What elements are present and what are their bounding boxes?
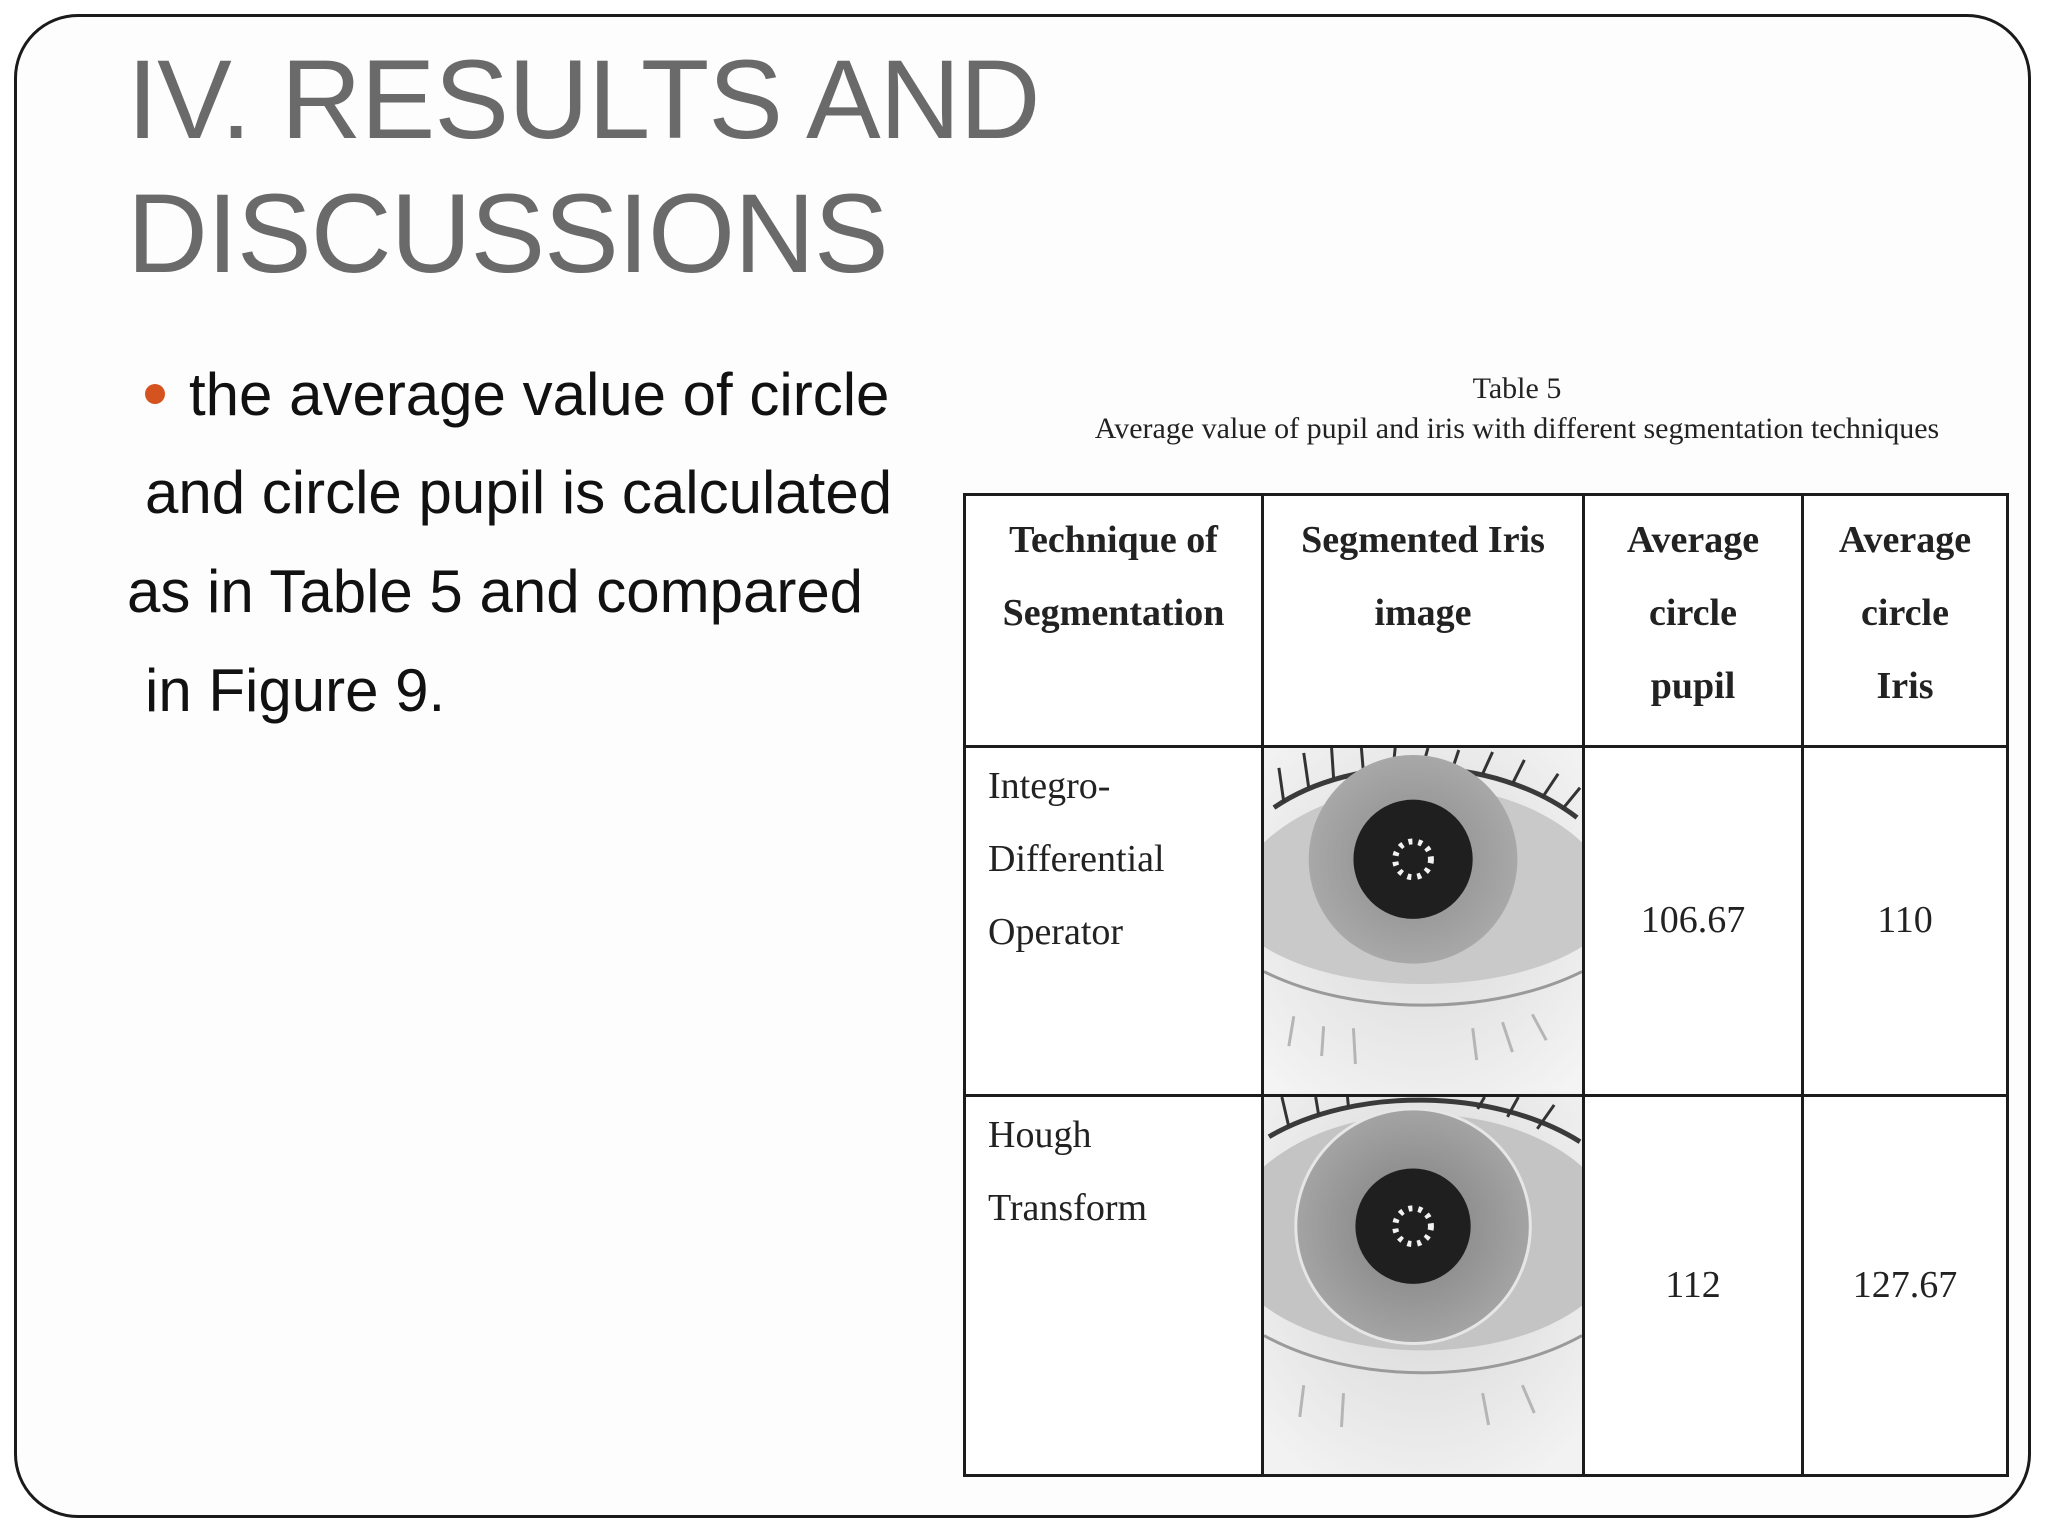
header-technique — [965, 495, 1263, 747]
avg-pupil-cell: 112 — [1584, 1095, 1803, 1476]
header-iris-line-3: Iris — [1876, 665, 1934, 707]
technique-cell — [965, 1095, 1263, 1476]
slide-frame — [14, 14, 2031, 1518]
bullet-dot-icon — [145, 384, 165, 404]
table-number: Table 5 — [1472, 372, 1562, 405]
technique-line: Transform — [988, 1186, 1148, 1229]
header-pupil-line-2: circle — [1649, 592, 1737, 634]
bullet-text-block — [127, 352, 987, 772]
bullet-line-1: the average value of circle — [189, 361, 890, 428]
slide-title-line-2: DISCUSSIONS — [127, 171, 888, 296]
header-technique-line-2: Segmentation — [1002, 592, 1225, 634]
segmented-eye-image — [1263, 747, 1584, 1096]
technique-line: Differential — [988, 838, 1165, 880]
technique-cell — [965, 747, 1263, 1096]
segmented-eye-image — [1263, 1095, 1584, 1476]
header-segmented-image — [1263, 495, 1584, 747]
header-avg-iris — [1803, 495, 2008, 747]
eye-photo-icon — [1264, 748, 1582, 1094]
technique-line: Operator — [988, 911, 1124, 953]
table-row — [965, 747, 2008, 1096]
bullet-line-3: as in Table 5 and compared — [127, 558, 864, 625]
table-title: Average value of pupil and iris with different segmentation techniques — [1094, 412, 1940, 445]
avg-iris-cell: 110 — [1803, 747, 2008, 1096]
eye-photo-icon — [1264, 1097, 1582, 1475]
results-table — [963, 493, 2009, 1477]
header-avg-pupil — [1584, 495, 1803, 747]
bullet-line-2: and circle pupil is calculated — [145, 459, 893, 526]
slide-title-line-1: IV. RESULTS AND — [127, 37, 1040, 162]
avg-iris-cell: 127.67 — [1803, 1095, 2008, 1476]
header-technique-line-1: Technique of — [1009, 519, 1218, 561]
technique-line: Integro- — [988, 765, 1111, 807]
technique-line: Hough — [988, 1113, 1092, 1156]
table-row — [965, 1095, 2008, 1476]
bullet-line-4: in Figure 9. — [145, 657, 446, 724]
header-image-line-1: Segmented Iris — [1301, 519, 1545, 561]
table-caption — [1017, 369, 2017, 449]
slide-title — [127, 33, 1039, 301]
header-iris-line-1: Average — [1838, 519, 1972, 561]
header-pupil-line-3: pupil — [1650, 665, 1736, 707]
header-pupil-line-1: Average — [1626, 519, 1760, 561]
header-image-line-2: image — [1374, 592, 1472, 634]
table-header-row — [965, 495, 2008, 747]
avg-pupil-cell: 106.67 — [1584, 747, 1803, 1096]
header-iris-line-2: circle — [1861, 592, 1949, 634]
